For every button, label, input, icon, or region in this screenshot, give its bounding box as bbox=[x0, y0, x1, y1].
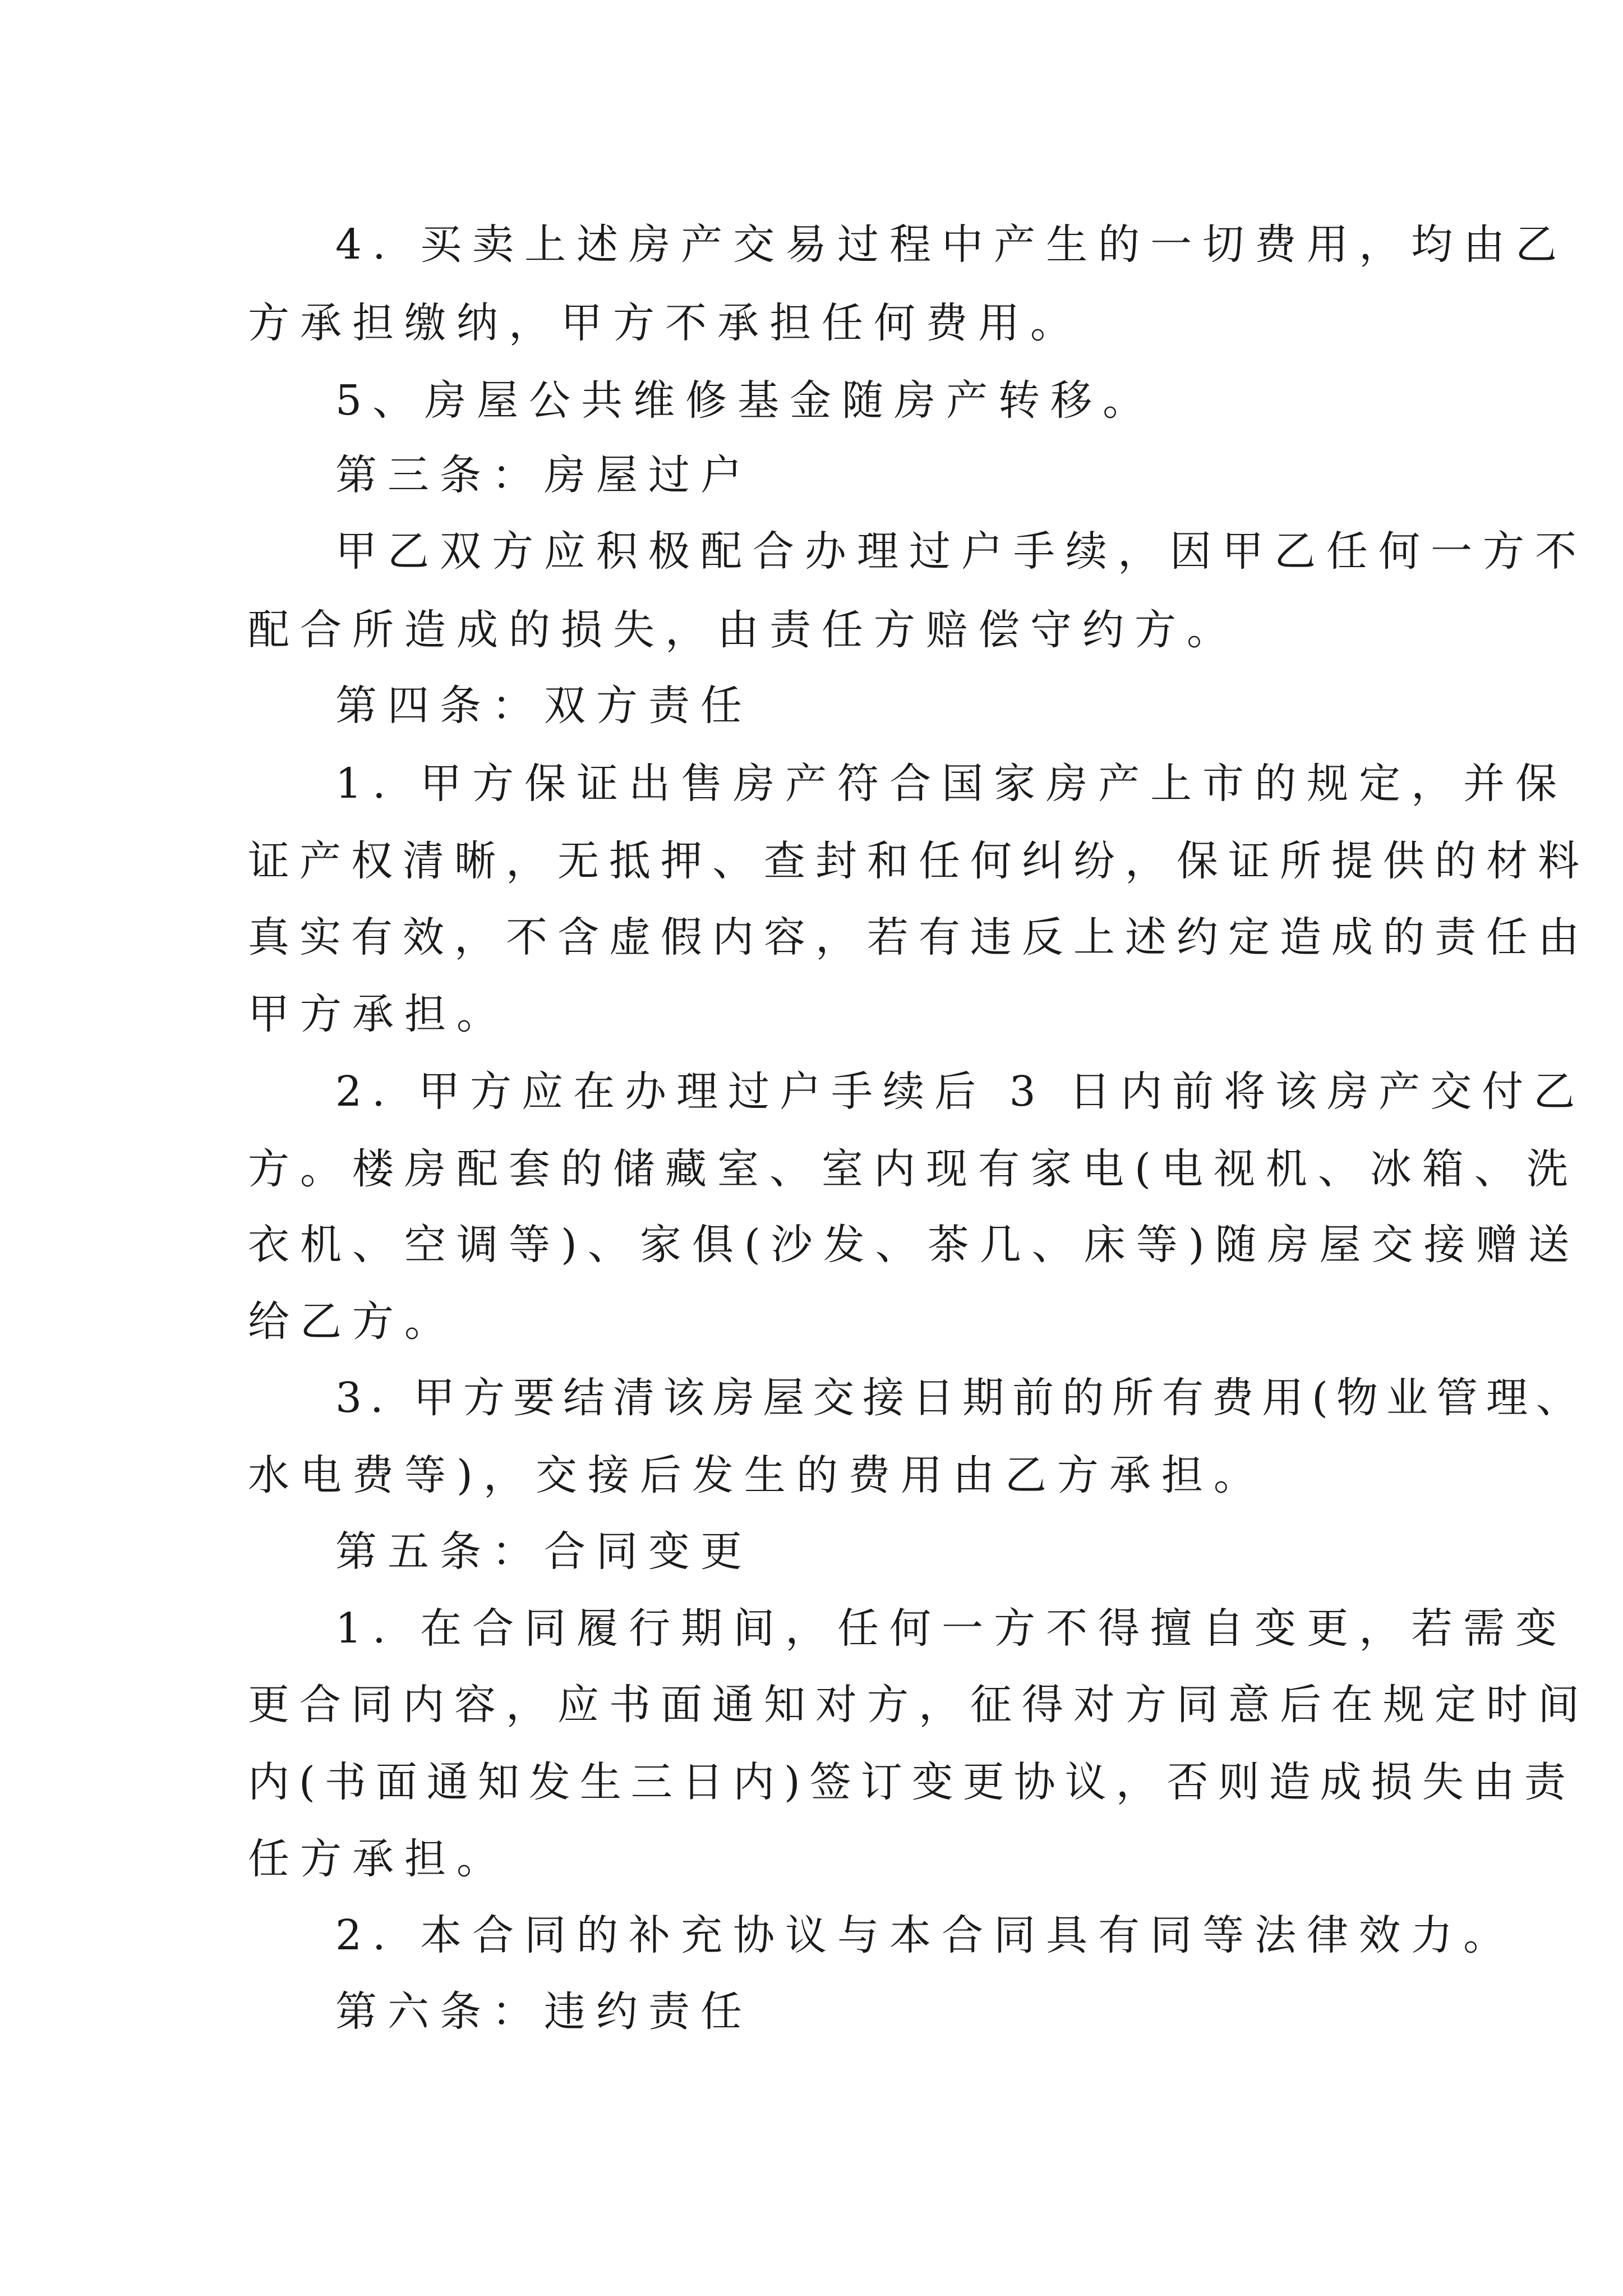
paragraph-line: 甲乙双方应积极配合办理过户手续，因甲乙任何一方不 bbox=[335, 527, 1587, 576]
paragraph-line: 方承担缴纳，甲方不承担任何费用。 bbox=[248, 299, 1082, 347]
paragraph-line: 1. 在合同履行期间，任何一方不得擅自变更，若需变 bbox=[335, 1604, 1568, 1653]
section-heading: 第四条：双方责任 bbox=[335, 682, 753, 730]
section-heading: 第五条：合同变更 bbox=[335, 1527, 753, 1576]
paragraph-line: 2. 甲方应在办理过户手续后 3 日内前将该房产交付乙 bbox=[335, 1068, 1585, 1116]
paragraph-line: 2. 本合同的补充协议与本合同具有同等法律效力。 bbox=[335, 1911, 1516, 1959]
paragraph-line: 4. 买卖上述房产交易过程中产生的一切费用，均由乙 bbox=[335, 220, 1568, 269]
paragraph-line: 证产权清晰，无抵押、查封和任何纠纷，保证所提供的材料 bbox=[248, 837, 1589, 885]
paragraph-line: 甲方承担。 bbox=[248, 990, 509, 1038]
paragraph-line: 1. 甲方保证出售房产符合国家房产上市的规定，并保 bbox=[335, 760, 1568, 808]
paragraph-line: 配合所造成的损失，由责任方赔偿守约方。 bbox=[248, 606, 1239, 654]
paragraph-line: 内(书面通知发生三日内)签订变更协议，否则造成损失由责 bbox=[248, 1758, 1575, 1806]
paragraph-line: 方。楼房配套的储藏室、室内现有家电(电视机、冰箱、洗 bbox=[248, 1145, 1579, 1193]
paragraph-line: 任方承担。 bbox=[248, 1835, 509, 1883]
paragraph-line: 更合同内容，应书面通知对方，征得对方同意后在规定时间 bbox=[248, 1681, 1589, 1729]
paragraph-line: 5、房屋公共维修基金随房产转移。 bbox=[335, 376, 1155, 425]
paragraph-line: 衣机、空调等)、家俱(沙发、茶几、床等)随房屋交接赠送 bbox=[248, 1221, 1580, 1269]
paragraph-line: 水电费等)，交接后发生的费用由乙方承担。 bbox=[248, 1451, 1266, 1499]
section-heading: 第三条：房屋过户 bbox=[335, 451, 753, 499]
paragraph-line: 真实有效，不含虚假内容，若有违反上述约定造成的责任由 bbox=[248, 913, 1589, 961]
paragraph-line: 3. 甲方要结清该房屋交接日期前的所有费用(物业管理、 bbox=[335, 1374, 1586, 1422]
section-heading: 第六条：违约责任 bbox=[335, 1987, 753, 2036]
paragraph-line: 给乙方。 bbox=[248, 1297, 457, 1346]
